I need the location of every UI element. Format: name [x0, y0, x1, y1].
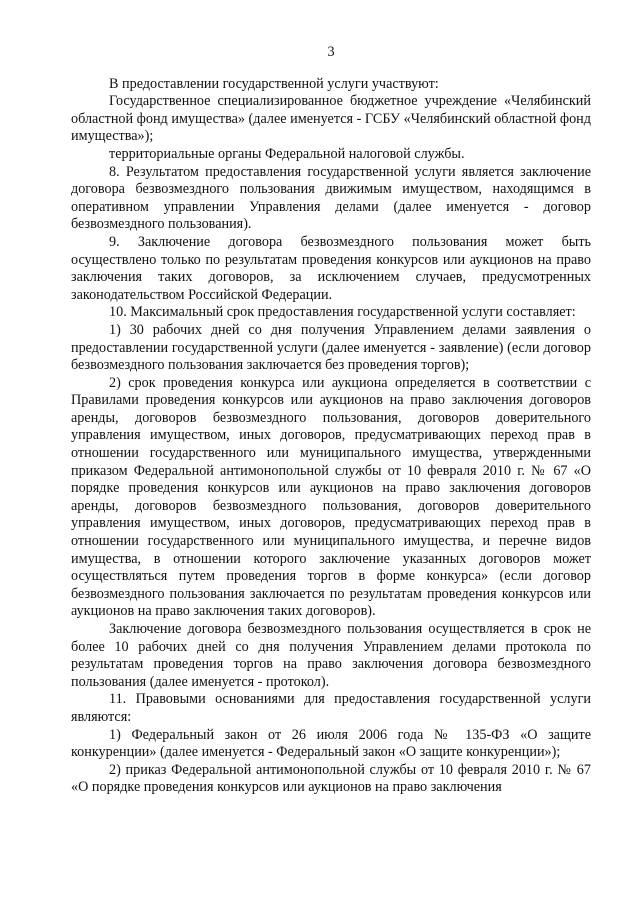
- document-body: [71, 76, 591, 797]
- page-number: 3: [327, 44, 335, 60]
- paragraph: 2) срок проведения конкурса или аукциона определяется в соответствии с Правилами проведения конкурсов или аукционов на право заключения договоров аренды, договоров безвозмездного пользования, договоров доверительного управления имуществом, иных договоров, предусматривающих переход прав в отношении государственного или муниципального имущества, утвержденными приказом Федеральной антимонопольной службы от 10 февраля 2010 г. № 67 «О порядке проведения конкурсов или аукционов на право заключения договоров аренды, договоров безвозмездного пользования, договоров доверительного управления имуществом, иных договоров, предусматривающих переход прав в отношении государственного или муниципального имущества, и перечне видов имущества, в отношении которого заключение указанных договоров может осуществляться путем проведения торгов в форме конкурса» (если договор безвозмездного пользования заключается по результатам проведения конкурсов или аукционов на право заключения таких договоров).: [71, 374, 591, 620]
- paragraph: 1) 30 рабочих дней со дня получения Управлением делами заявления о предоставлении государственной услуги (далее именуется - заявление) (если договор безвозмездного пользования заключается без проведения торгов);: [71, 321, 591, 374]
- paragraph: 9. Заключение договора безвозмездного пользования может быть осуществлено только по результатам проведения конкурсов или аукционов на право заключения таких договоров, за исключением случаев, предусмотренных законодательством Российской Федерации.: [71, 233, 591, 303]
- paragraph: 11. Правовыми основаниями для предоставления государственной услуги являются:: [71, 691, 591, 725]
- paragraph: 8. Результатом предоставления государственной услуги является заключение договора безвозмездного пользования движимым имуществом, находящимся в оперативном управлении Управления делами (далее именуется - договор безвозмездного пользования).: [71, 163, 591, 233]
- paragraph: Государственное специализированное бюджетное учреждение «Челябинский областной фонд имущества» (далее именуется - ГСБУ «Челябинский областной фонд имущества»);: [71, 93, 591, 145]
- paragraph: В предоставлении государственной услуги участвуют:: [109, 75, 439, 92]
- paragraph: Заключение договора безвозмездного пользования осуществляется в срок не более 10 рабочих дней со дня получения Управлением делами протокола по результатам проведения торгов на право заключения договора безвозмездного пользования (далее именуется - протокол).: [71, 621, 591, 690]
- paragraph: территориальные органы Федеральной налоговой службы.: [109, 145, 465, 162]
- paragraph: 10. Максимальный срок предоставления государственной услуги составляет:: [109, 304, 576, 321]
- paragraph: 2) приказ Федеральной антимонопольной службы от 10 февраля 2010 г. № 67 «О порядке проведения конкурсов или аукционов на право заключения: [71, 761, 591, 796]
- paragraph: 1) Федеральный закон от 26 июля 2006 года № 135-ФЗ «О защите конкуренции» (далее именуется - Федеральный закон «О защите конкуренции»);: [71, 726, 591, 761]
